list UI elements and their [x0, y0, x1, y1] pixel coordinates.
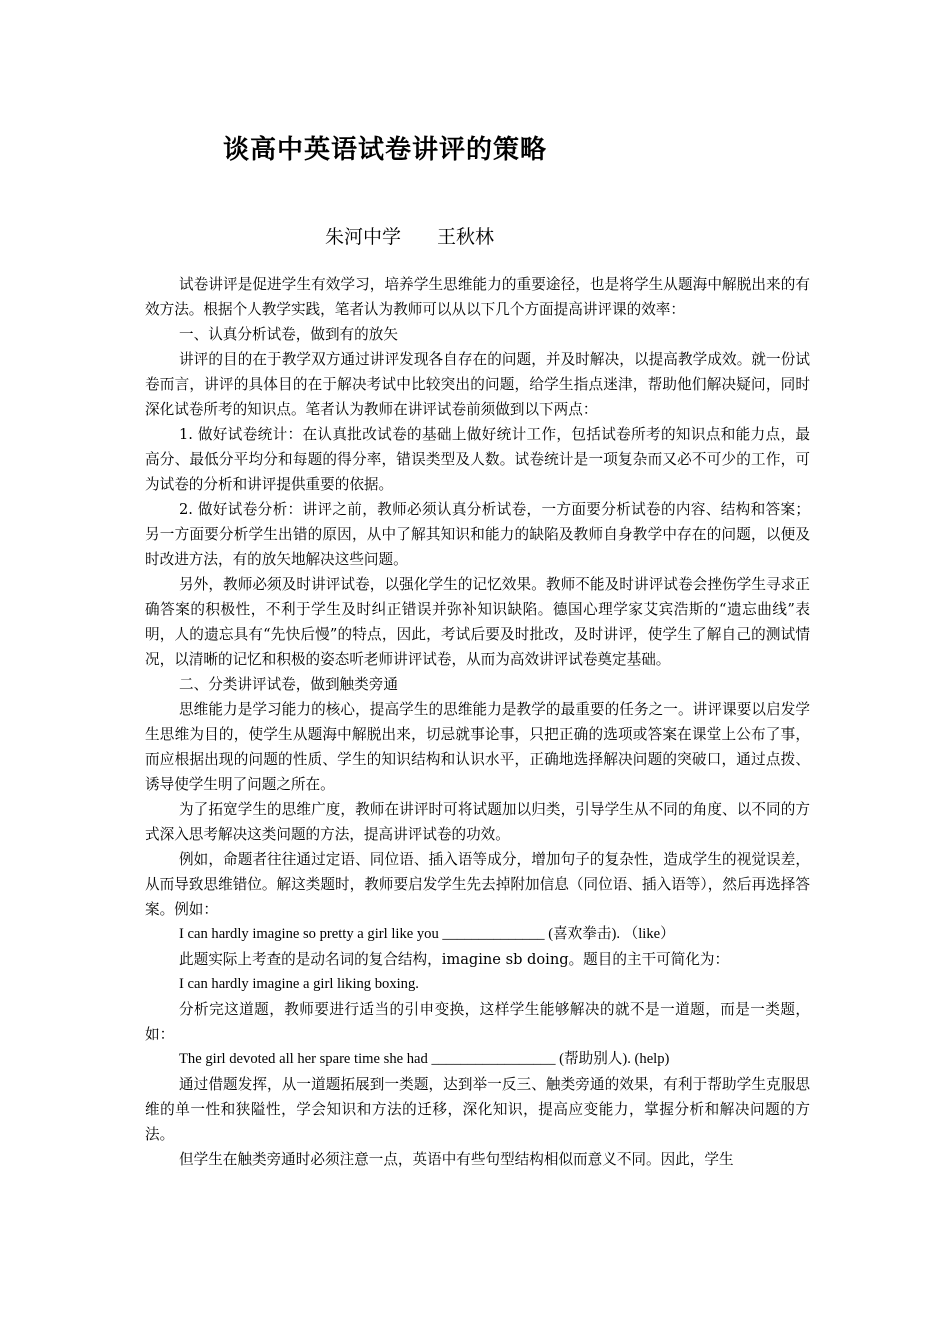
paragraph: 为了拓宽学生的思维广度，教师在讲评时可将试题加以归类，引导学生从不同的角度、以不同的方式深入思考解决这类问题的方法，提高讲评试卷的功效。 [145, 801, 810, 843]
author-name: 王秋林 [437, 226, 495, 248]
paragraph: 另外，教师必须及时讲评试卷，以强化学生的记忆效果。教师不能及时讲评试卷会挫伤学生寻求正确答案的积极性，不利于学生及时纠正错误并弥补知识缺陷。德国心理学家艾宾浩斯的“遗忘曲线”表明，人的遗忘具有“先快后慢”的特点，因此，考试后要及时批改，及时讲评，使学生了解自己的测试情况，以清晰的记忆和积极的姿态听老师讲评试卷，从而为高效讲评试卷奠定基础。 [145, 576, 810, 668]
example-sentence-2: I can hardly imagine a girl liking boxing. [179, 976, 419, 992]
author-school: 朱河中学 [325, 226, 402, 248]
paragraph-intro: 试卷讲评是促进学生有效学习，培养学生思维能力的重要途径，也是将学生从题海中解脱出来的有效方法。根据个人教学实践，笔者认为教师可以从以下几个方面提高讲评课的效率： [145, 276, 810, 318]
paragraph: 但学生在触类旁通时必须注意一点，英语中有些句型结构相似而意义不同。因此，学生 [179, 1151, 734, 1168]
example-sentence-3: The girl devoted all her spare time she had _________________ (帮助别人). (help) [179, 1051, 670, 1067]
list-item-2: 2. 做好试卷分析：讲评之前，教师必须认真分析试卷，一方面要分析试卷的内容、结构和答案；另一方面要分析学生出错的原因，从中了解其知识和能力的缺陷及教师自身教学中存在的问题，以便及时改进方法，有的放矢地解决这些问题。 [145, 501, 810, 568]
author-line [325, 222, 494, 252]
document-body [145, 272, 810, 1172]
paragraph: 分析完这道题，教师要进行适当的引申变换，这样学生能够解决的就不是一道题，而是一类题，如： [145, 1001, 810, 1043]
paragraph: 思维能力是学习能力的核心，提高学生的思维能力是教学的最重要的任务之一。讲评课要以启发学生思维为目的，使学生从题海中解脱出来，切忌就事论事，只把正确的选项或答案在课堂上公布了事，而应根据出现的问题的性质、学生的知识结构和认识水平，正确地选择解决问题的突破口，通过点拨、诱导使学生明了问题之所在。 [145, 701, 810, 793]
list-item-1: 1. 做好试卷统计：在认真批改试卷的基础上做好统计工作，包括试卷所考的知识点和能力点，最高分、最低分平均分和每题的得分率，错误类型及人数。试卷统计是一项复杂而又必不可少的工作，可为试卷的分析和讲评提供重要的依据。 [145, 426, 810, 493]
section-heading-1: 一、认真分析试卷，做到有的放矢 [179, 326, 398, 343]
paragraph: 例如，命题者往往通过定语、同位语、插入语等成分，增加句子的复杂性，造成学生的视觉误差，从而导致思维错位。解这类题时，教师要启发学生先去掉附加信息（同位语、插入语等），然后再选择答案。例如： [145, 851, 810, 918]
document-title: 谈高中英语试卷讲评的策略 [223, 135, 548, 165]
paragraph: 此题实际上考查的是动名词的复合结构，imagine sb doing。题目的主干可简化为： [179, 951, 730, 968]
paragraph: 通过借题发挥，从一道题拓展到一类题，达到举一反三、触类旁通的效果，有利于帮助学生克服思维的单一性和狭隘性，学会知识和方法的迁移，深化知识，提高应变能力，掌握分析和解决问题的方法。 [145, 1076, 810, 1143]
example-sentence-1: I can hardly imagine so pretty a girl like you ______________ (喜欢拳击). （like） [179, 926, 675, 942]
section-heading-2: 二、分类讲评试卷，做到触类旁通 [179, 676, 398, 693]
paragraph: 讲评的目的在于教学双方通过讲评发现各自存在的问题，并及时解决，以提高教学成效。就一份试卷而言，讲评的具体目的在于解决考试中比较突出的问题，给学生指点迷津，帮助他们解决疑问，同时深化试卷所考的知识点。笔者认为教师在讲评试卷前须做到以下两点： [145, 351, 810, 418]
